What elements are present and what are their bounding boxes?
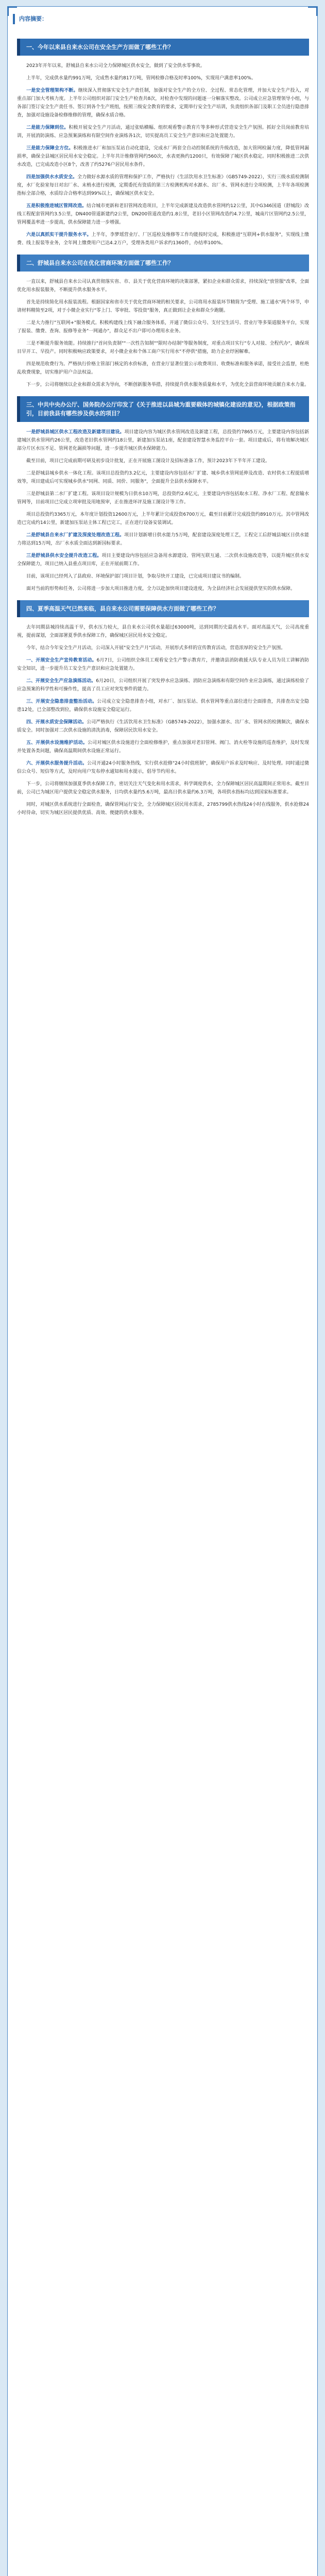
paragraph-text: 上半年，李梦瑶营业厅、厂区巡检及维修等工作均能按时完成，积极推进"互联网+供水服务"，实现线上缴费、线上报装等业务，全年网上缴费用户已达4.2万户，受理各类用户诉求约1360件，办结率100%。 [17, 232, 309, 246]
paragraph [17, 585, 309, 593]
frame-corner-top-right [308, 6, 318, 16]
paragraph-text: 四是规范收费行为。严格执行价格主管部门核定的水价标准，在营业厅显著位置公示收费项目、收费标准和服务承诺，接受社会监督，杜绝乱收费现象，切实维护用户合法权益。 [17, 362, 310, 375]
question-heading: 三、中共中央办公厅、国务院办公厅印发了《关于推进以县城为重要载体的城镇化建设的意见》，根据政策指引，目前我县有哪些涉及供水的项目？ [17, 396, 309, 422]
paragraph-text: 二是大力推行"互联网+"服务模式。积极构建线上线下融合服务体系，开通了微信公众号、支付宝生活号、营业厅等多渠道服务平台，实现了报装、缴费、查询、报修等业务"一网通办"，群众足不出户即可办理用水业务。 [17, 320, 309, 334]
paragraph-text: 公司成立安全隐患排查小组，对水厂、加压泵站、供水管网等重点部位进行全面排查，共排查出安全隐患12处，已全部整改到位，确保供水设施安全稳定运行。 [17, 699, 309, 713]
paragraph [17, 62, 309, 70]
paragraph [17, 231, 309, 247]
question-heading: 二、舒城县自来水公司在优化营商环境方面做了哪些工作？ [17, 255, 309, 272]
paragraph [17, 552, 309, 568]
paragraph [17, 340, 309, 356]
paragraph-lead: 一是舒城县城区供水工程改造及新建项目建设。 [26, 430, 125, 435]
paragraph-lead: 二是舒城县自来水厂扩建及深度处理改造工程。 [26, 533, 125, 538]
document-panel [7, 6, 318, 2576]
paragraph-text: 项目总投资约3365万元，本年度计划投资12600万元，上半年累计完成投资6700万元，截至目前累计完成投资约8910万元。其中管网改造已完成约14公里，新建加压泵站主体工程已完工，正在进行设备安装调试。 [17, 512, 309, 526]
paragraph [17, 298, 309, 315]
paragraph [17, 319, 309, 335]
paragraph [17, 87, 309, 120]
paragraph-text: 去年同期县城持续高温干旱，供水压力较大，县自来水公司供水量超过63000吨，达到同期历史最高水平。面对高温天气，公司高度重视，提前谋划，全面部署夏季供水保障工作，确保城区居民用水安全稳定。 [17, 625, 309, 638]
paragraph-text: 项目建设内容为城区供水管网改造及新建工程，总投资约7865万元，主要建设内容包括新建城区供水管网约26公里，改造老旧供水管网约18公里，新建加压泵站1座，配套建设智慧水务监控平台一套。项目建成后，将有效解决城区部分片区水压不足、管网老化漏损等问题，进一步提升城区供水保障能力。 [17, 430, 309, 451]
paragraph-text: 首先是持续简化用水报装流程。根据国家和省市关于优化营商环境的相关要求，公司将用水报装环节精简为"受理、施工通水"两个环节，申请材料精简至2项，对于小微企业实行"零上门、零审批、零投资"服务，真正做到让企业和群众少跑腿。 [17, 300, 309, 313]
paragraph-text: 二是舒城县城乡供水一体化工程。该项目总投资约3.2亿元，主要建设内容包括水厂扩建、城乡供水管网延伸及改造、农村供水工程提质增效等，项目建成后可实现城乡供水"同网、同质、同价、同服务"，全面提升全县供水保障水平。 [17, 471, 309, 484]
paragraph [17, 74, 309, 82]
paragraph-text: 下一步，公司将继续以企业和群众需求为导向，不断创新服务举措，持续提升供水服务质量和水平，为优化全县营商环境贡献自来水力量。 [26, 382, 310, 387]
paragraph-text: 公司开通24小时服务热线，实行供水抢修"24小时值班制"，确保用户诉求及时响应、及时处理。同时通过微信公众号、短信等方式，及时向用户发布停水通知和用水提示，倡导节约用水。 [17, 761, 309, 774]
paragraph [17, 801, 309, 817]
paragraph-lead: 三、开展安全隐患排查整治活动。 [26, 699, 97, 704]
paragraph-text: 结合城市更新和老旧管网改造项目，上半年完成新建及改造供水管网约12公里，其中G346国道（舒城段）改线工程配套管网约3.5公里，DN400管道新建约2公里，DN200管道改造约1.8公里，老旧小区管网改造约4.7公里，城南片区管网约2.5公里，管网覆盖率进一步提高，供水保障能力进一步增强。 [17, 204, 309, 225]
paragraph-lead: 五、开展供水设施维护活动。 [26, 740, 88, 745]
paragraph-text: 积极推进水厂和加压泵站自动化建设，完成水厂两套全自动控制系统的升级改造，加大管网检漏力度，降低管网漏损率，确保全县城区居民用水安全稳定。上半年共计维修管网约560次，水表更换约1200只，有效保障了城区供水稳定。同时积极推进二次供水改造，已完成改造小区8个，改善了约5276户居民用水条件。 [17, 146, 309, 167]
paragraph-text: 同时，对城区供水系统进行全面检查，确保管网运行安全，全力保障城区居民用水需求，2785799供水热线24小时在线服务，供水抢修24小时待命，切实为城区居民提供优质、高效、便捷的供水服务。 [17, 802, 309, 816]
paragraph-text: 项目计划新增日供水能力5万吨，配套建设深度处理工艺，工程完工后舒城县城区日供水能力将达到15万吨，出厂水水质全面达到新国标要求。 [17, 533, 309, 546]
summary-badge: 内容摘要： [13, 14, 52, 24]
paragraph [17, 202, 309, 227]
paragraph [17, 531, 309, 548]
paragraph [17, 572, 309, 581]
paragraph [17, 511, 309, 527]
paragraph [17, 490, 309, 506]
paragraph-text: 上半年，完成供水量约991万吨，完成售水量约817万吨，管网检修合格及时率100%，实现用户满意率100%。 [26, 76, 256, 81]
paragraph-text: 下一步，公司将继续加强夏季供水保障工作，密切关注天气变化和用水需求，科学调度供水，全力保障城区居民高温期间正常用水。截至目前，公司已为城区用户提供安全稳定供水服务，日均供水量约5.6万吨，最高日供水量约6.3万吨，各项供水指标均达到国家标准要求。 [17, 782, 310, 795]
paragraph-lead: 一、开展安全生产宣传教育活动。 [26, 658, 97, 663]
paragraph [17, 428, 309, 453]
paragraph-lead: 四是加强供水水质安全。 [26, 175, 78, 180]
paragraph [17, 780, 309, 796]
paragraph [17, 739, 309, 755]
paragraph-text: 继续深入贯彻落实安全生产责任制，加强对安全生产的全方位、全过程、常态化管理，并加大安全生产投入，对重点部门加大考核力度。上半年公司组织对部门安全生产检查共8次，对检查中发现的问题逐一分解落实整改。公司成立应急管理领导小组，与各部门签订安全生产责任书、签订到各个生产班组，按照三级安全教育的要求，定期举行安全生产培训，负责组织各部门及职工全员进行隐患排查，加强对设施设备检修维修的管理，确保水质合格。 [17, 88, 310, 118]
paragraph-text: 项目主要建设内容包括应急备用水源建设、管网互联互通、二次供水设施改造等，以提升城区供水安全保障能力，项目已纳入县重点项目库，正在开展前期工作。 [17, 553, 309, 567]
paragraph [17, 623, 309, 640]
question-heading: 一、今年以来县自来水公司在安全生产方面做了哪些工作？ [17, 39, 309, 56]
paragraph [17, 144, 309, 169]
paragraph-text: 一直以来，舒城县自来水公司认真贯彻落实省、市、县关于优化营商环境的决策部署，紧扣企业和群众需求，持续深化"放管服"改革，全面优化用水报装服务，不断提升供水服务水平。 [17, 279, 309, 293]
paragraph [17, 469, 309, 486]
paragraph-lead: 六、开展供水服务提升活动。 [26, 761, 88, 766]
paragraph-lead: 三是舒城县供水安全提升改造工程。 [26, 553, 102, 558]
paragraph-text: 面对当前的形势和任务，公司将进一步加大项目推进力度，全力以赴加快项目建设进度，为全县经济社会发展提供坚实的供水保障。 [26, 586, 296, 591]
paragraph-text: 全力做好水源水质的管理和保护工作，严格执行《生活饮用水卫生标准》（GB5749-2022），实行三级水质检测制度，水厂化验室每日对出厂水、末梢水进行检测，定期委托有资质的第三方检测机构对水源水、出厂水、管网水进行全项检测，上半年各项检测指标全部合格，水质综合合格率达到99%以上，确保城区供水安全。 [17, 175, 310, 196]
paragraph-text: 今年，结合今年安全生产月活动，公司深入开展"安全生产月"活动，开展形式多样的宣传教育活动，营造浓厚的安全生产氛围。 [26, 646, 286, 651]
paragraph-text: 2023年开年以来，舒城县自来水公司全力保障城区供水安全，做到了安全供水零事故。 [26, 63, 205, 69]
paragraph-lead: 二、开展安全生产应急演练活动。 [26, 679, 96, 684]
paragraph [17, 656, 309, 673]
paragraph [17, 278, 309, 294]
paragraph-text: 三是不断提升服务效能。持续推行"首问负责制""一次性告知制""限时办结制"等服务制度，对重点项目实行"专人对接、全程代办"，确保项目早开工、早投产。同时积极响应政策要求，对小微企业和个体工商户实行用水"不停供"措施，助力企业纾困解难。 [17, 341, 309, 354]
paragraph-lead: 四、开展水质安全保障活动。 [26, 720, 87, 725]
paragraph-text: 积极开展安全生产月活动，通过张贴横幅、组织观看警示教育片等多种形式营造安全生产氛围。抓好全员岗前教育培训，开展消防演练、应急预案演练和有限空间作业演练各1次，切实提高员工安全生产意识和应急处置能力。 [17, 125, 309, 139]
paragraph-text: 三是舒城县第二水厂扩建工程。该项目设计规模为日供水10万吨，总投资约2.6亿元，主要建设内容包括取水工程、净水厂工程、配套输水管网等，目前项目已完成立项审批及用地预审，正在推进环评及施工图设计等工作。 [17, 492, 309, 505]
paragraph [17, 360, 309, 377]
paragraph-text: 公司对城区供水设施进行全面检修维护，重点加强对老旧管网、阀门、消火栓等设施的巡查维护，及时发现并处置各类问题，确保高温期间供水设施正常运行。 [17, 740, 309, 754]
paragraph [17, 677, 309, 693]
paragraph [17, 759, 309, 776]
article-body [17, 31, 309, 821]
paragraph-text: 公司严格执行《生活饮用水卫生标准》（GB5749-2022），加强水源水、出厂水、管网水的检测频次，确保水质安全。同时加强对二次供水设施的清洗消毒，保障居民饮用水安全。 [17, 720, 309, 733]
paragraph-lead: 三是能力保障全方位。 [26, 146, 74, 151]
paragraph-lead: 二是能力保障到位。 [26, 125, 69, 130]
paragraph-text: 6月20日，公司组织开展了突发停水应急演练、消防应急演练和有限空间作业应急演练，通过演练检验了应急预案的科学性和可操作性，提高了员工应对突发事件的能力。 [17, 679, 309, 692]
paragraph-text: 截至目前，项目已完成前期可研及初步设计批复，正在开展施工图设计及招标准备工作，预计2023年下半年开工建设。 [26, 459, 270, 464]
paragraph [17, 718, 309, 735]
paragraph-text: 6月7日，公司组织全体员工观看安全生产警示教育片，并邀请县消防救援大队专业人员为员工讲解消防安全知识，进一步提升员工安全生产意识和应急处置能力。 [17, 658, 309, 671]
question-heading: 四、夏季高温天气已然来临，县自来水公司需要保障供水方面做了哪些工作？ [17, 600, 309, 617]
paragraph [17, 698, 309, 714]
paragraph [17, 173, 309, 198]
paragraph [17, 644, 309, 652]
paragraph-lead: 一是安全管理架构不断。 [26, 88, 78, 93]
paragraph [17, 381, 309, 389]
paragraph [17, 124, 309, 140]
paragraph-text: 目前，该项目已经列入了县政府、环境保护部门项目计划，争取尽快开工建设，已完成项目建议书的编制。 [26, 574, 245, 579]
paragraph-lead: 六是以真抓实干提升服务水平。 [26, 232, 92, 238]
paragraph [17, 457, 309, 465]
paragraph-lead: 五是积极推进城区管网改造。 [26, 204, 87, 209]
